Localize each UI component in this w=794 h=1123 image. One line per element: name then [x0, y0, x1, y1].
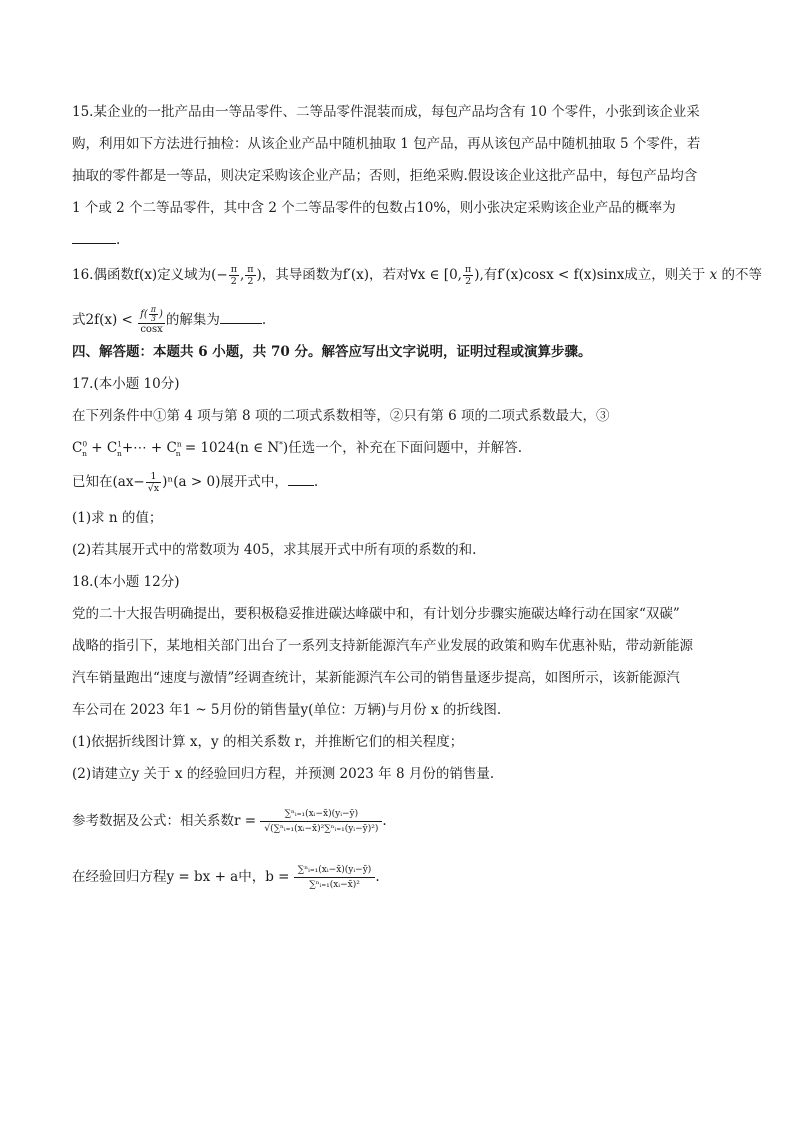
binomial-sum: $C^0_n$ + $C^1_n+\cdots + C^n_n = 1024(n$ ∈ N*)	[72, 439, 289, 458]
q15-line1: 15.某企业的一批产品由一等品零件、二等品零件混装而成，每包产品均含有 10 个零件，小张到该企业采	[72, 104, 700, 120]
q15-line3: 抽取的零件都是一等品，则决定采购该企业产品；否则，拒绝采购.假设该企业这批产品中，每包产品均含	[72, 168, 698, 184]
q16-line2: 式2f(x) < f( $\frac{\pi}{3}$ ) cosx 的解集为 .	[72, 305, 267, 335]
regression-label: 在经验回归方程y = bx + a中，b =	[72, 869, 290, 885]
q18-line1: 党的二十大报告明确提出，要积极稳妥推进碳达峰碳中和，有计划分步骤实施碳达峰行动在国家“双碳”	[72, 606, 680, 622]
correlation-fraction: $\frac{\text{∑ⁿᵢ₌₁(xᵢ−x̄)(yᵢ−ȳ)}}{\text{√(∑ⁿᵢ₌₁(xᵢ−x̄)²∑ⁿᵢ₌₁(yᵢ−ȳ)²)}}$	[260, 807, 382, 836]
correlation-label: 参考数据及公式：相关系数r =	[72, 813, 257, 829]
q18-part1: (1)依据折线图计算 x，y 的相关系数 r，并推断它们的相关程度；	[72, 734, 464, 750]
fraction-pi-over-2: $\frac{\pi}{2}$	[464, 264, 472, 287]
q15-line2: 购，利用如下方法进行抽检：从该企业产品中随机抽取 1 包产品，再从该包产品中随机抽取 5 个零件，若	[72, 136, 701, 152]
q16-text-c: ),有f′(x)cosx < f(x)sinx成立，则关于	[474, 267, 710, 283]
q16-text-e: 式2f(x) <	[72, 312, 133, 328]
section-header: 四、解答题：本题共 6 小题，共 70 分。解答应写出文字说明，证明过程或演算步骤。	[72, 344, 592, 360]
q17-line2-tail: 任选一个，补充在下面问题中，并解答.	[288, 440, 522, 456]
q17-header: 17.(本小题 10分)	[72, 376, 180, 392]
answer-blank	[288, 473, 314, 486]
q17-part1: (1)求 n 的值；	[72, 510, 163, 526]
minus-sign: −	[216, 267, 228, 283]
variable-x: x	[709, 267, 718, 283]
q17-part2: (2)若其展开式中的常数项为 405，求其展开式中所有项的系数的和.	[72, 542, 477, 558]
q16-text-d: 的不等	[717, 267, 763, 283]
q16-text-g: 的解集为	[165, 312, 220, 328]
q15-line5	[72, 230, 722, 250]
q17-line1: 在下列条件中①第 4 项与第 8 项的二项式系数相等，②只有第 6 项的二项式系数最大，③	[72, 408, 610, 424]
fraction-f-over-cosx: f( $\frac{\pi}{3}$ ) cosx	[140, 305, 163, 335]
q17-line3: 已知在(ax− $\frac{1}{√x}$ )ⁿ(a > 0)展开式中， .	[72, 471, 319, 494]
q17-expr-b: )ⁿ(a > 0)展开式中，	[162, 474, 288, 490]
q15-period: .	[116, 232, 121, 248]
q16-line1: 16.偶函数f(x)定义域为(− $\frac{\pi}{2}$ , $\frac{\pi}{2}$ )，其导函数为f′(x)，若对∀x ∈ [0, $\frac{\pi}{2}$ ),有f′(x)cosx < f(x)sinx成立，则关于 x 的不等	[72, 264, 763, 287]
fraction-1-over-sqrtx: $\frac{1}{√x}$	[147, 471, 160, 494]
fraction-pi-over-2: $\frac{\pi}{2}$	[230, 264, 237, 287]
q17-line2	[72, 438, 722, 458]
q18-line3: 汽车销量跑出“速度与激情”经调查统计，某新能源汽车公司的销售量逐步提高，如图所示，该新能源汽	[72, 670, 680, 686]
regression-formula: 在经验回归方程y = bx + a中，b = $\frac{\text{∑ⁿᵢ₌₁(xᵢ−x̄)(yᵢ−ȳ)}}{\text{∑ⁿᵢ₌₁(xᵢ−x̄)²}}$ .	[72, 865, 380, 890]
q16-text-a: 16.偶函数f(x)定义域为(	[72, 267, 217, 283]
q18-line2: 战略的指引下，某地相关部门出台了一系列支持新能源汽车产业发展的政策和购车优惠补贴，带动新能源	[72, 638, 693, 654]
fraction-pi-over-2: $\frac{\pi}{2}$	[247, 264, 254, 287]
regression-fraction: $\frac{\text{∑ⁿᵢ₌₁(xᵢ−x̄)(yᵢ−ȳ)}}{\text{∑ⁿᵢ₌₁(xᵢ−x̄)²}}$	[294, 863, 376, 892]
q15-line4: 1 个或 2 个二等品零件，其中含 2 个二等品零件的包数占10%，则小张决定采购该企业产品的概率为	[72, 200, 676, 216]
answer-blank	[72, 231, 116, 244]
q18-line4: 车公司在 2023 年1 ~ 5月份的销售量y(单位：万辆)与月份 x 的折线图.	[72, 702, 502, 718]
q18-header: 18.(本小题 12分)	[72, 574, 180, 590]
q16-text-b: )，其导函数为f′(x)，若对∀x ∈ [0,	[256, 267, 462, 283]
answer-blank	[220, 311, 262, 324]
q18-part2: (2)请建立y 关于 x 的经验回归方程，并预测 2023 年 8 月份的销售量.	[72, 766, 495, 782]
q17-expr-a: 已知在(ax−	[72, 474, 145, 490]
correlation-formula: 参考数据及公式：相关系数r = $\frac{\text{∑ⁿᵢ₌₁(xᵢ−x̄)(yᵢ−ȳ)}}{\text{√(∑ⁿᵢ₌₁(xᵢ−x̄)²∑ⁿᵢ₌₁(yᵢ−ȳ)²)}}$ .	[72, 809, 387, 834]
